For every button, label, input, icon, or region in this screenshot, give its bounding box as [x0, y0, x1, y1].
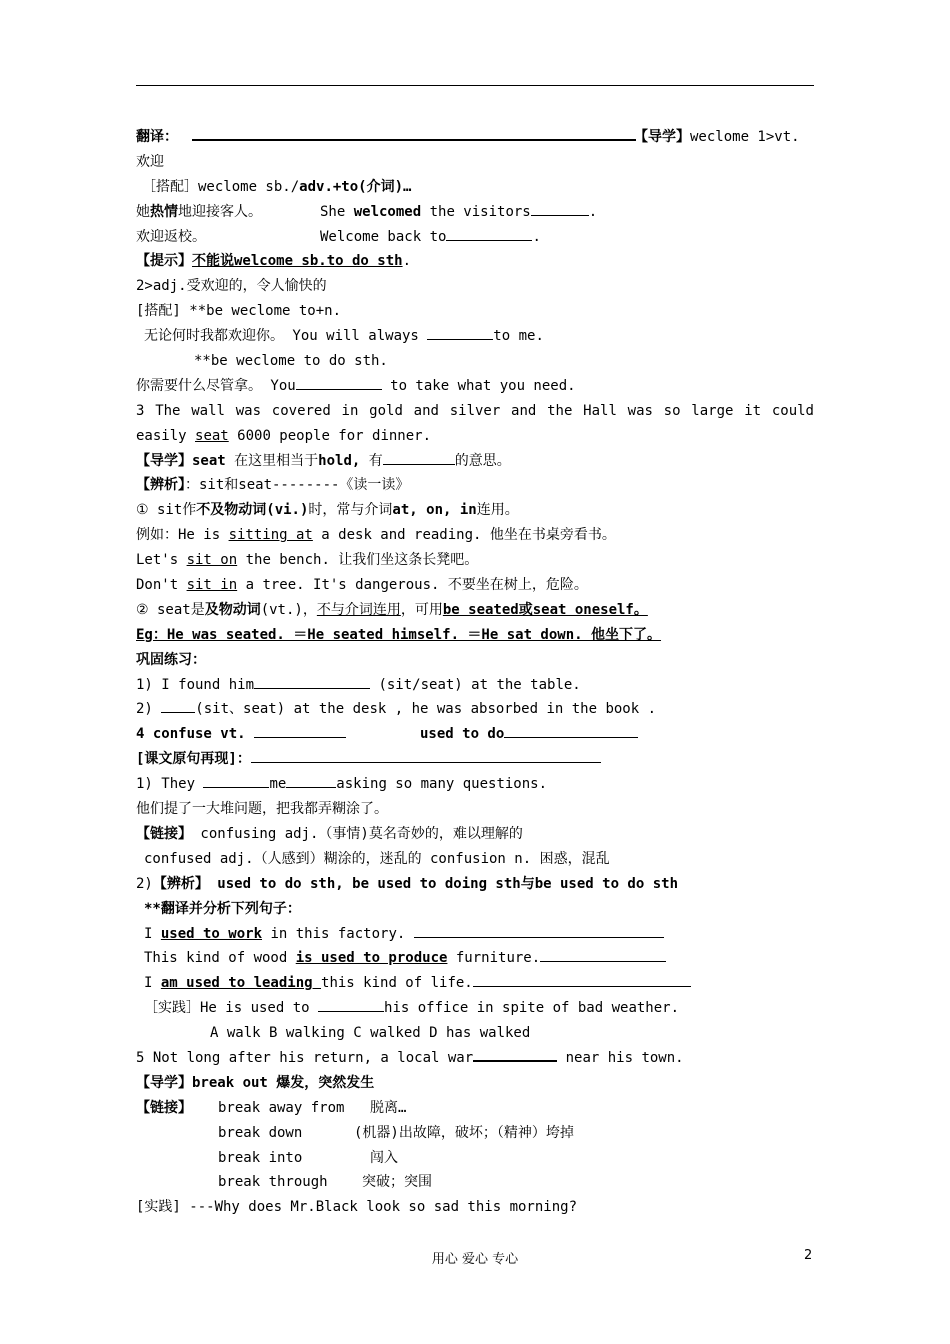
- line: **be weclome to do sth.: [194, 353, 388, 370]
- line: 2) (sit、seat) at the desk , he was absorbed in the book .: [136, 697, 814, 722]
- line: **翻译并分析下列句子：: [144, 900, 301, 917]
- line: 5 Not long after his return, a local war near his town.: [136, 1046, 814, 1071]
- line: 欢迎: [136, 153, 164, 170]
- line: ［搭配］weclome sb./adv.+to(介词)…: [142, 178, 412, 195]
- line: 【导学】seat 在这里相当于hold, 有 的意思。: [136, 449, 814, 474]
- line-translate: 翻译： 【导学】weclome 1>vt.: [136, 125, 814, 150]
- line: [课文原句再现]：: [136, 747, 814, 772]
- line: 欢迎返校。 Welcome back to .: [136, 225, 814, 250]
- line: 【提示】不能说welcome sb.to do sth.: [136, 253, 412, 270]
- line: 3 The wall was covered in gold and silver and the Hall was so large it could: [136, 402, 814, 419]
- line: 4 confuse vt. used to do: [136, 722, 814, 747]
- page-number: 2: [804, 1248, 813, 1263]
- line: 【链接】 break away from 脱离…: [136, 1099, 407, 1116]
- header-rule: [136, 85, 814, 86]
- footer-text: 用心 爱心 专心: [431, 1252, 519, 1267]
- answer-blank[interactable]: [540, 947, 666, 962]
- line: ① sit作不及物动词(vi.)时，常与介词at, on, in连用。: [136, 502, 519, 519]
- answer-blank[interactable]: [192, 125, 636, 141]
- line: Let's sit on the bench. 让我们坐这条长凳吧。: [136, 552, 479, 569]
- line: 巩固练习：: [136, 651, 206, 668]
- line: [实践] ---Why does Mr.Black look so sad this morning?: [136, 1199, 578, 1216]
- answer-blank[interactable]: [318, 997, 384, 1012]
- answer-blank[interactable]: [446, 226, 532, 241]
- answer-blank[interactable]: [473, 972, 691, 987]
- answer-blank[interactable]: [254, 723, 346, 738]
- worksheet-body: [136, 125, 814, 1220]
- line: This kind of wood is used to produce furniture.: [136, 946, 814, 971]
- answer-blank[interactable]: [531, 201, 589, 216]
- line: 1) They me asking so many questions.: [136, 772, 814, 797]
- line: ② seat是及物动词(vt.)，不与介词连用，可用be seated或seat oneself。: [136, 601, 648, 618]
- line: 无论何时我都欢迎你。 You will always to me.: [136, 324, 814, 349]
- answer-blank[interactable]: [254, 674, 370, 689]
- line: 1) I found him (sit/seat) at the table.: [136, 673, 814, 698]
- line: Don't sit in a tree. It's dangerous. 不要坐在树上，危险。: [136, 577, 588, 594]
- line: 【导学】break out 爆发，突然发生: [136, 1074, 375, 1091]
- answer-blank[interactable]: [473, 1046, 557, 1062]
- line: 你需要什么尽管拿。 You to take what you need.: [136, 374, 814, 399]
- line: 例如：He is sitting at a desk and reading. 他坐在书桌旁看书。: [136, 527, 616, 544]
- answer-blank[interactable]: [161, 698, 195, 713]
- line: break down (机器)出故障，破坏；（精神）垮掉: [218, 1124, 574, 1141]
- line: 她热情地迎接客人。 She welcomed the visitors .: [136, 200, 814, 225]
- answer-blank[interactable]: [427, 325, 493, 340]
- line: confused adj.（人感到）糊涂的，迷乱的 confusion n. 困惑，混乱: [144, 850, 610, 867]
- page-footer: [0, 1248, 950, 1268]
- line: Eg：He was seated. ＝He seated himself. ＝He sat down. 他坐下了。: [136, 626, 662, 643]
- line: I used to work in this factory.: [136, 922, 814, 947]
- answer-blank[interactable]: [251, 748, 601, 763]
- line: 他们提了一大堆问题，把我都弄糊涂了。: [136, 801, 388, 818]
- line: I am used to leading this kind of life.: [136, 971, 814, 996]
- line: break through 突破；突围: [218, 1174, 432, 1191]
- answer-blank[interactable]: [286, 773, 336, 788]
- line: 【辨析】：sit和seat--------《读一读》: [136, 477, 410, 494]
- answer-blank[interactable]: [203, 773, 269, 788]
- line: 【链接】 confusing adj.（事情)莫名奇妙的，难以理解的: [136, 825, 523, 842]
- line: 2)【辨析】 used to do sth, be used to doing sth与be used to do sth: [136, 875, 679, 892]
- answer-blank[interactable]: [296, 375, 382, 390]
- answer-blank[interactable]: [504, 723, 638, 738]
- line: break into 闯入: [218, 1149, 398, 1166]
- answer-blank[interactable]: [383, 450, 455, 465]
- answer-blank[interactable]: [414, 923, 664, 938]
- line: [搭配] **be weclome to+n.: [136, 303, 342, 320]
- answer-options: A walk B walking C walked D has walked: [210, 1025, 531, 1042]
- line: 2>adj.受欢迎的，令人愉快的: [136, 278, 327, 295]
- line: easily seat 6000 people for dinner.: [136, 427, 432, 444]
- line: ［实践］He is used to his office in spite of bad weather.: [136, 996, 814, 1021]
